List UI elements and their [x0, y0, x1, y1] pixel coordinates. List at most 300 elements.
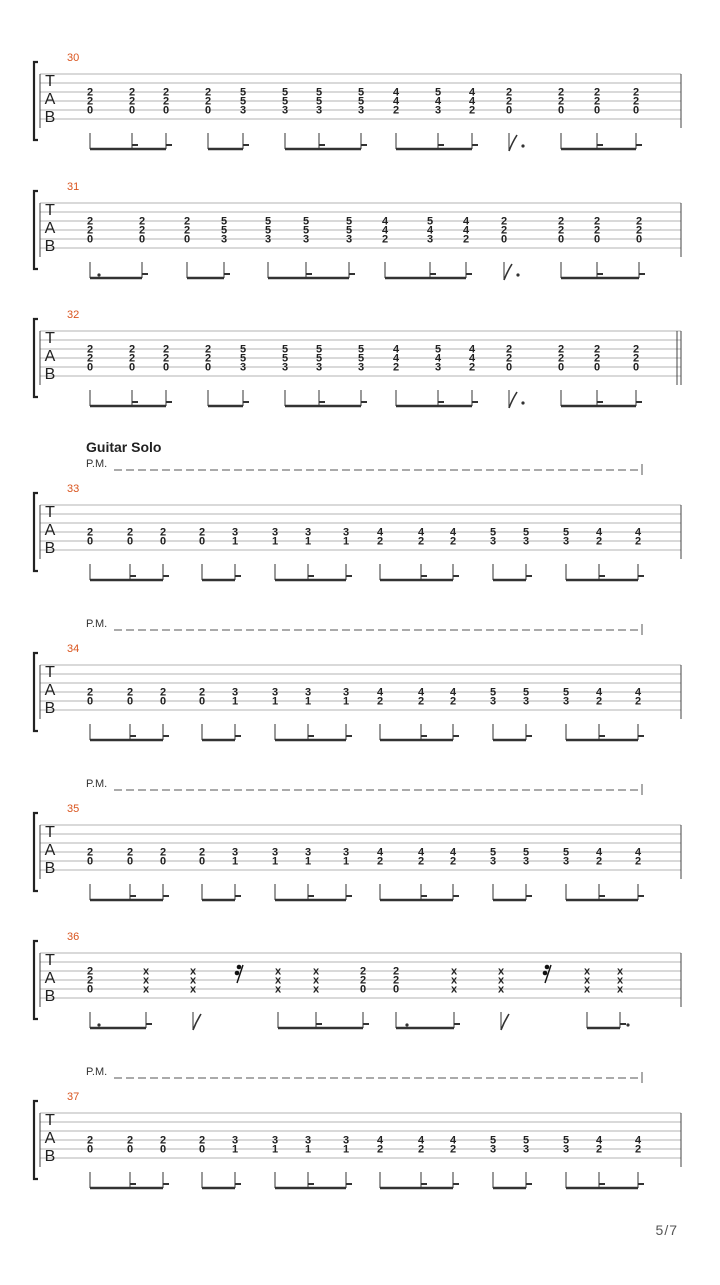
fret-number: 0 — [392, 983, 400, 996]
tab-clef-letter: A — [44, 522, 56, 539]
fret-number: 2 — [417, 535, 425, 548]
dotted-note — [97, 1023, 100, 1026]
fret-number: 2 — [126, 846, 134, 859]
fret-number: x — [142, 965, 150, 978]
fret-number: 2 — [449, 535, 457, 548]
fret-number: 2 — [593, 343, 601, 356]
palm-mute-label: P.M. — [86, 458, 108, 470]
fret-number: 5 — [315, 95, 323, 108]
fret-number: 1 — [304, 695, 312, 708]
fret-number: 0 — [593, 361, 601, 374]
fret-number: x — [142, 983, 150, 996]
fret-number: 0 — [198, 1143, 206, 1156]
fret-number: 4 — [376, 526, 384, 539]
tab-clef-letter: A — [44, 842, 56, 859]
fret-number: 2 — [505, 343, 513, 356]
fret-number: 0 — [162, 104, 170, 117]
fret-number: 4 — [381, 224, 389, 237]
fret-number: x — [312, 965, 320, 978]
fret-number: 3 — [434, 104, 442, 117]
fret-number: 0 — [159, 535, 167, 548]
page-number: 5/7 — [655, 1222, 678, 1238]
fret-number: 0 — [126, 1143, 134, 1156]
fret-number: 4 — [468, 352, 476, 365]
fret-number: 4 — [392, 343, 400, 356]
fret-number: 2 — [86, 686, 94, 699]
fret-number: 5 — [239, 95, 247, 108]
fret-number: 3 — [342, 526, 350, 539]
fret-number: x — [189, 983, 197, 996]
fret-number: 5 — [220, 215, 228, 228]
tab-clef-letter: B — [44, 238, 56, 255]
fret-number: 3 — [231, 846, 239, 859]
fret-number: 2 — [381, 233, 389, 246]
fret-number: 3 — [522, 535, 530, 548]
fret-number: 2 — [632, 95, 640, 108]
fret-number: 3 — [489, 695, 497, 708]
fret-number: 5 — [357, 352, 365, 365]
tab-clef-letter: T — [45, 952, 55, 969]
fret-number: 2 — [634, 695, 642, 708]
fret-number: 1 — [342, 1143, 350, 1156]
fret-number: 2 — [392, 965, 400, 978]
fret-number: 2 — [359, 974, 367, 987]
fret-number: 2 — [159, 686, 167, 699]
fret-number: 5 — [522, 846, 530, 859]
fret-number: 2 — [159, 526, 167, 539]
fret-number: 3 — [239, 361, 247, 374]
fret-number: 2 — [159, 846, 167, 859]
fret-number: 2 — [86, 95, 94, 108]
sixteenth-rest — [235, 971, 240, 976]
fret-number: 1 — [231, 535, 239, 548]
fret-number: 0 — [128, 361, 136, 374]
fret-number: 2 — [359, 965, 367, 978]
tab-clef-letter: B — [44, 700, 56, 717]
fret-number: 1 — [342, 535, 350, 548]
fret-number: 5 — [315, 343, 323, 356]
fret-number: 0 — [126, 535, 134, 548]
fret-number: 3 — [220, 233, 228, 246]
fret-number: 4 — [392, 95, 400, 108]
fret-number: 2 — [138, 215, 146, 228]
fret-number: 2 — [138, 224, 146, 237]
fret-number: 3 — [315, 361, 323, 374]
fret-number: 4 — [376, 686, 384, 699]
fret-number: 5 — [489, 1134, 497, 1147]
fret-number: 5 — [434, 343, 442, 356]
fret-number: 2 — [634, 535, 642, 548]
fret-number: 3 — [434, 361, 442, 374]
fret-number: 0 — [198, 535, 206, 548]
fret-number: 0 — [86, 535, 94, 548]
fret-number: 2 — [126, 686, 134, 699]
fret-number: 2 — [593, 224, 601, 237]
fret-number: 2 — [632, 86, 640, 99]
fret-number: 4 — [381, 215, 389, 228]
fret-number: 5 — [357, 343, 365, 356]
note-flag — [504, 264, 512, 280]
fret-number: 3 — [264, 233, 272, 246]
fret-number: 0 — [593, 233, 601, 246]
tab-clef-letter: T — [45, 73, 55, 90]
fret-number: 2 — [595, 695, 603, 708]
fret-number: 4 — [376, 846, 384, 859]
fret-number: 1 — [231, 695, 239, 708]
fret-number: 5 — [522, 526, 530, 539]
measure-number: 35 — [67, 803, 80, 815]
fret-number: 2 — [595, 1143, 603, 1156]
dotted-note — [405, 1023, 408, 1026]
fret-number: 5 — [489, 686, 497, 699]
fret-number: 3 — [562, 1143, 570, 1156]
fret-number: 4 — [392, 352, 400, 365]
fret-number: 1 — [231, 1143, 239, 1156]
fret-number: 2 — [593, 86, 601, 99]
fret-number: 3 — [357, 361, 365, 374]
fret-number: 0 — [557, 361, 565, 374]
fret-number: 2 — [198, 686, 206, 699]
palm-mute-label: P.M. — [86, 778, 108, 790]
fret-number: 2 — [376, 1143, 384, 1156]
fret-number: 5 — [302, 224, 310, 237]
fret-number: 3 — [342, 846, 350, 859]
fret-number: 4 — [595, 846, 603, 859]
fret-number: 0 — [159, 695, 167, 708]
fret-number: 3 — [345, 233, 353, 246]
system-bracket — [34, 941, 38, 1019]
fret-number: 0 — [505, 104, 513, 117]
fret-number: x — [583, 983, 591, 996]
fret-number: x — [450, 965, 458, 978]
fret-number: 4 — [462, 224, 470, 237]
fret-number: 5 — [522, 1134, 530, 1147]
fret-number: 2 — [593, 215, 601, 228]
fret-number: 2 — [198, 846, 206, 859]
fret-number: 5 — [489, 846, 497, 859]
fret-number: 2 — [468, 104, 476, 117]
fret-number: 2 — [126, 1134, 134, 1147]
note-flag — [509, 392, 517, 408]
fret-number: 2 — [392, 361, 400, 374]
fret-number: 3 — [281, 361, 289, 374]
measure-number: 34 — [67, 643, 80, 655]
fret-number: 0 — [204, 104, 212, 117]
fret-number: 2 — [500, 224, 508, 237]
fret-number: 2 — [632, 343, 640, 356]
fret-number: 3 — [342, 686, 350, 699]
fret-number: 0 — [198, 855, 206, 868]
fret-number: 0 — [159, 855, 167, 868]
fret-number: 1 — [304, 535, 312, 548]
fret-number: x — [274, 965, 282, 978]
fret-number: 2 — [183, 215, 191, 228]
fret-number: x — [616, 974, 624, 987]
fret-number: 4 — [595, 686, 603, 699]
fret-number: 5 — [489, 526, 497, 539]
tab-clef-letter: T — [45, 664, 55, 681]
fret-number: 5 — [315, 352, 323, 365]
fret-number: 3 — [489, 1143, 497, 1156]
fret-number: 4 — [449, 686, 457, 699]
fret-number: 2 — [462, 233, 470, 246]
fret-number: 3 — [304, 526, 312, 539]
fret-number: 2 — [128, 86, 136, 99]
fret-number: 5 — [281, 352, 289, 365]
fret-number: 0 — [128, 104, 136, 117]
fret-number: 2 — [183, 224, 191, 237]
fret-number: 2 — [557, 224, 565, 237]
tab-clef-letter: T — [45, 330, 55, 347]
fret-number: 4 — [434, 95, 442, 108]
fret-number: 0 — [126, 855, 134, 868]
fret-number: 4 — [595, 526, 603, 539]
fret-number: 2 — [635, 215, 643, 228]
fret-number: 4 — [468, 86, 476, 99]
fret-number: 5 — [302, 215, 310, 228]
measure-number: 31 — [67, 181, 80, 193]
fret-number: 2 — [86, 215, 94, 228]
fret-number: 2 — [128, 343, 136, 356]
fret-number: 1 — [271, 1143, 279, 1156]
fret-number: 2 — [417, 855, 425, 868]
fret-number: 0 — [126, 695, 134, 708]
fret-number: 2 — [376, 855, 384, 868]
fret-number: 2 — [632, 352, 640, 365]
fret-number: 0 — [500, 233, 508, 246]
fret-number: 5 — [315, 86, 323, 99]
fret-number: 0 — [557, 233, 565, 246]
fret-number: 2 — [449, 855, 457, 868]
tab-clef-letter: A — [44, 91, 56, 108]
dotted-note — [516, 273, 519, 276]
measure-number: 33 — [67, 483, 80, 495]
fret-number: 2 — [449, 695, 457, 708]
measure-number: 32 — [67, 309, 80, 321]
fret-number: 2 — [86, 965, 94, 978]
fret-number: 0 — [198, 695, 206, 708]
dotted-note — [626, 1023, 629, 1026]
fret-number: 4 — [634, 1134, 642, 1147]
fret-number: 2 — [505, 95, 513, 108]
fret-number: 4 — [449, 1134, 457, 1147]
fret-number: x — [312, 983, 320, 996]
note-flag — [193, 1014, 201, 1030]
fret-number: 5 — [345, 224, 353, 237]
fret-number: 2 — [204, 352, 212, 365]
fret-number: 1 — [231, 855, 239, 868]
fret-number: x — [450, 974, 458, 987]
fret-number: 5 — [562, 846, 570, 859]
system-bracket — [34, 319, 38, 397]
fret-number: 2 — [595, 535, 603, 548]
tab-clef-letter: B — [44, 1148, 56, 1165]
fret-number: 0 — [138, 233, 146, 246]
fret-number: 0 — [204, 361, 212, 374]
tab-clef-letter: T — [45, 504, 55, 521]
fret-number: 0 — [557, 104, 565, 117]
measure-number: 36 — [67, 931, 80, 943]
fret-number: x — [583, 974, 591, 987]
fret-number: 3 — [239, 104, 247, 117]
system-bracket — [34, 813, 38, 891]
fret-number: 2 — [593, 95, 601, 108]
fret-number: 4 — [449, 846, 457, 859]
fret-number: 2 — [557, 215, 565, 228]
fret-number: 5 — [562, 1134, 570, 1147]
tab-clef-letter: A — [44, 1130, 56, 1147]
fret-number: 5 — [522, 686, 530, 699]
fret-number: 2 — [162, 343, 170, 356]
fret-number: 4 — [468, 343, 476, 356]
note-flag — [501, 1014, 509, 1030]
fret-number: 5 — [239, 86, 247, 99]
tab-clef-letter: B — [44, 860, 56, 877]
dotted-note — [521, 144, 524, 147]
fret-number: 3 — [302, 233, 310, 246]
fret-number: 2 — [162, 86, 170, 99]
fret-number: 2 — [392, 104, 400, 117]
fret-number: 3 — [271, 686, 279, 699]
fret-number: 3 — [304, 846, 312, 859]
tab-clef-letter: T — [45, 1112, 55, 1129]
fret-number: 3 — [562, 855, 570, 868]
fret-number: 1 — [342, 695, 350, 708]
fret-number: 2 — [204, 95, 212, 108]
fret-number: 5 — [239, 343, 247, 356]
fret-number: 2 — [417, 1143, 425, 1156]
fret-number: 2 — [557, 352, 565, 365]
fret-number: 0 — [183, 233, 191, 246]
fret-number: 5 — [345, 215, 353, 228]
fret-number: 2 — [392, 974, 400, 987]
fret-number: 3 — [489, 535, 497, 548]
fret-number: 5 — [434, 86, 442, 99]
fret-number: 2 — [595, 855, 603, 868]
fret-number: 5 — [264, 224, 272, 237]
fret-number: 4 — [417, 526, 425, 539]
fret-number: 3 — [271, 1134, 279, 1147]
fret-number: 2 — [198, 1134, 206, 1147]
sixteenth-rest — [543, 971, 548, 976]
fret-number: x — [497, 974, 505, 987]
fret-number: x — [189, 974, 197, 987]
fret-number: x — [450, 983, 458, 996]
fret-number: 0 — [86, 855, 94, 868]
system-bracket — [34, 653, 38, 731]
fret-number: 3 — [304, 686, 312, 699]
fret-number: 2 — [86, 224, 94, 237]
fret-number: 2 — [557, 86, 565, 99]
fret-number: 2 — [500, 215, 508, 228]
fret-number: 3 — [562, 535, 570, 548]
section-label: Guitar Solo — [86, 439, 162, 455]
fret-number: 2 — [468, 361, 476, 374]
measure-number: 37 — [67, 1091, 80, 1103]
fret-number: 5 — [281, 343, 289, 356]
fret-number: 2 — [159, 1134, 167, 1147]
fret-number: 2 — [635, 224, 643, 237]
fret-number: 0 — [162, 361, 170, 374]
note-flag — [509, 135, 517, 151]
fret-number: 2 — [86, 846, 94, 859]
fret-number: x — [274, 974, 282, 987]
fret-number: 2 — [376, 695, 384, 708]
fret-number: x — [312, 974, 320, 987]
fret-number: 0 — [86, 695, 94, 708]
fret-number: 5 — [281, 86, 289, 99]
fret-number: 2 — [126, 526, 134, 539]
fret-number: 4 — [417, 686, 425, 699]
fret-number: 3 — [342, 1134, 350, 1147]
fret-number: 2 — [198, 526, 206, 539]
fret-number: 0 — [593, 104, 601, 117]
fret-number: 3 — [522, 1143, 530, 1156]
fret-number: 3 — [522, 855, 530, 868]
fret-number: 3 — [522, 695, 530, 708]
fret-number: 0 — [86, 361, 94, 374]
fret-number: 0 — [86, 233, 94, 246]
tab-clef-letter: B — [44, 366, 56, 383]
fret-number: x — [583, 965, 591, 978]
fret-number: 5 — [426, 215, 434, 228]
fret-number: 0 — [159, 1143, 167, 1156]
fret-number: 3 — [357, 104, 365, 117]
fret-number: 1 — [304, 1143, 312, 1156]
fret-number: x — [616, 983, 624, 996]
fret-number: 4 — [417, 1134, 425, 1147]
fret-number: 4 — [634, 526, 642, 539]
palm-mute-label: P.M. — [86, 1066, 108, 1078]
fret-number: 2 — [128, 352, 136, 365]
fret-number: 4 — [417, 846, 425, 859]
fret-number: 2 — [86, 974, 94, 987]
fret-number: 0 — [359, 983, 367, 996]
fret-number: 3 — [231, 1134, 239, 1147]
fret-number: 5 — [357, 95, 365, 108]
fret-number: 2 — [86, 86, 94, 99]
tab-clef-letter: A — [44, 970, 56, 987]
tab-clef-letter: A — [44, 348, 56, 365]
fret-number: 3 — [271, 846, 279, 859]
dotted-note — [97, 273, 100, 276]
fret-number: 1 — [342, 855, 350, 868]
fret-number: 0 — [86, 104, 94, 117]
tab-clef-letter: A — [44, 682, 56, 699]
fret-number: 2 — [162, 352, 170, 365]
fret-number: 0 — [632, 361, 640, 374]
palm-mute-label: P.M. — [86, 618, 108, 630]
fret-number: 2 — [593, 352, 601, 365]
fret-number: 3 — [562, 695, 570, 708]
dotted-note — [521, 401, 524, 404]
fret-number: 0 — [86, 1143, 94, 1156]
fret-number: x — [616, 965, 624, 978]
fret-number: x — [274, 983, 282, 996]
tab-clef-letter: T — [45, 824, 55, 841]
fret-number: 2 — [634, 1143, 642, 1156]
system-bracket — [34, 1101, 38, 1179]
fret-number: 3 — [281, 104, 289, 117]
fret-number: 4 — [634, 686, 642, 699]
fret-number: 3 — [231, 526, 239, 539]
fret-number: 5 — [239, 352, 247, 365]
fret-number: 2 — [376, 535, 384, 548]
fret-number: x — [497, 965, 505, 978]
fret-number: 2 — [204, 343, 212, 356]
fret-number: x — [142, 974, 150, 987]
fret-number: 4 — [449, 526, 457, 539]
